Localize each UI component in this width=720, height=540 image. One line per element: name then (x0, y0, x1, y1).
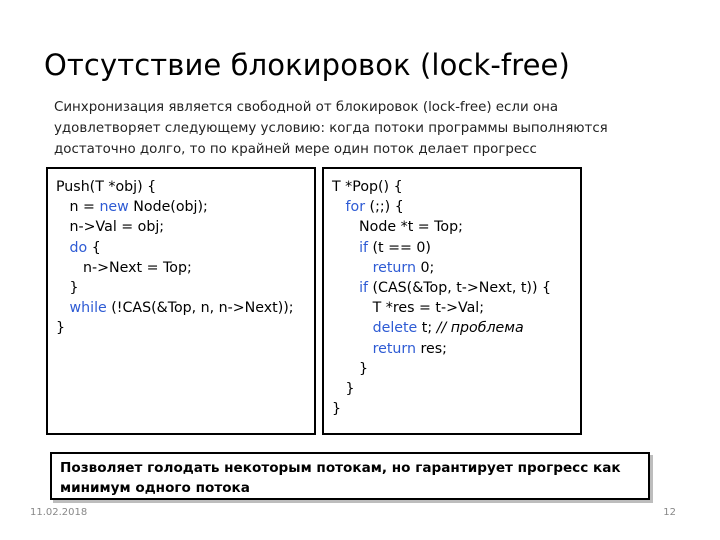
code-line (56, 217, 294, 237)
code-token: T *Pop() { (332, 179, 403, 195)
code-token (332, 199, 346, 215)
code-line (56, 278, 294, 298)
code-line (332, 197, 551, 217)
code-token: } (332, 360, 369, 377)
intro-line: достаточно долго, то по крайней мере один поток делает прогресс (54, 142, 537, 157)
code-token: // проблема (436, 320, 524, 337)
code-line (332, 177, 551, 197)
code-token (332, 320, 373, 336)
code-token: { (87, 239, 101, 256)
code-token: (CAS(&Top, t->Next, t)) { (368, 280, 552, 297)
note-line: минимум одного потока (60, 480, 250, 496)
code-line (332, 339, 551, 359)
code-token (332, 280, 359, 296)
code-line (332, 238, 551, 258)
code-token: if (359, 280, 368, 297)
code-token: do (69, 239, 88, 256)
code-line (332, 318, 551, 338)
code-token: 0; (415, 259, 435, 276)
code-token: } (332, 381, 355, 398)
code-token: Push(T *obj) { (56, 179, 157, 195)
page-number: 12 (663, 507, 676, 518)
note-box (50, 452, 650, 500)
code-line (56, 258, 294, 278)
code-token: t; (417, 320, 437, 337)
code-token: n = (56, 199, 100, 216)
intro-paragraph (54, 97, 654, 160)
intro-line: Синхронизация является свободной от блокировок (lock-free) если она (54, 100, 559, 115)
code-token (56, 300, 70, 316)
code-line (56, 318, 294, 338)
code-line (332, 278, 551, 298)
code-token: T *res = t->Val; (332, 300, 484, 317)
code-line (332, 298, 551, 318)
code-line (56, 197, 294, 217)
code-token: } (332, 401, 342, 418)
code-token: (t == 0) (368, 239, 431, 256)
code-line (332, 399, 551, 419)
code-token: n->Val = obj; (56, 219, 165, 236)
footer-date: 11.02.2018 (30, 507, 88, 518)
code-token: (!CAS(&Top, n, n->Next)); (106, 300, 294, 317)
note-line: Позволяет голодать некоторым потокам, но гарантирует прогресс как (60, 460, 621, 476)
code-token: return (372, 259, 416, 276)
code-token: n->Next = Top; (56, 259, 192, 276)
code-line (332, 258, 551, 278)
code-token: return (372, 340, 416, 357)
code-token: delete (372, 320, 418, 337)
code-token (56, 240, 70, 256)
pop-code (332, 177, 551, 419)
push-code (56, 177, 294, 339)
code-token: } (56, 280, 79, 297)
code-line (332, 217, 551, 237)
code-line (56, 177, 294, 197)
code-token: Node(obj); (128, 199, 208, 216)
code-line (332, 379, 551, 399)
code-line (56, 298, 294, 318)
code-token: if (359, 239, 368, 256)
slide-title: Отсутствие блокировок (lock-free) (44, 48, 570, 82)
code-token (332, 341, 373, 357)
code-token: new (99, 199, 129, 216)
code-token: } (56, 320, 66, 337)
pop-code-box (322, 167, 582, 435)
intro-line: удовлетворяет следующему условию: когда потоки программы выполняются (54, 121, 608, 136)
code-token: for (345, 199, 366, 216)
code-line (332, 359, 551, 379)
code-token: while (69, 300, 107, 317)
code-token (332, 240, 359, 256)
code-token: (;;) { (365, 199, 404, 216)
code-token: res; (415, 340, 447, 357)
push-code-box (46, 167, 316, 435)
code-token: Node *t = Top; (332, 219, 463, 236)
code-token (332, 260, 373, 276)
code-line (56, 238, 294, 258)
